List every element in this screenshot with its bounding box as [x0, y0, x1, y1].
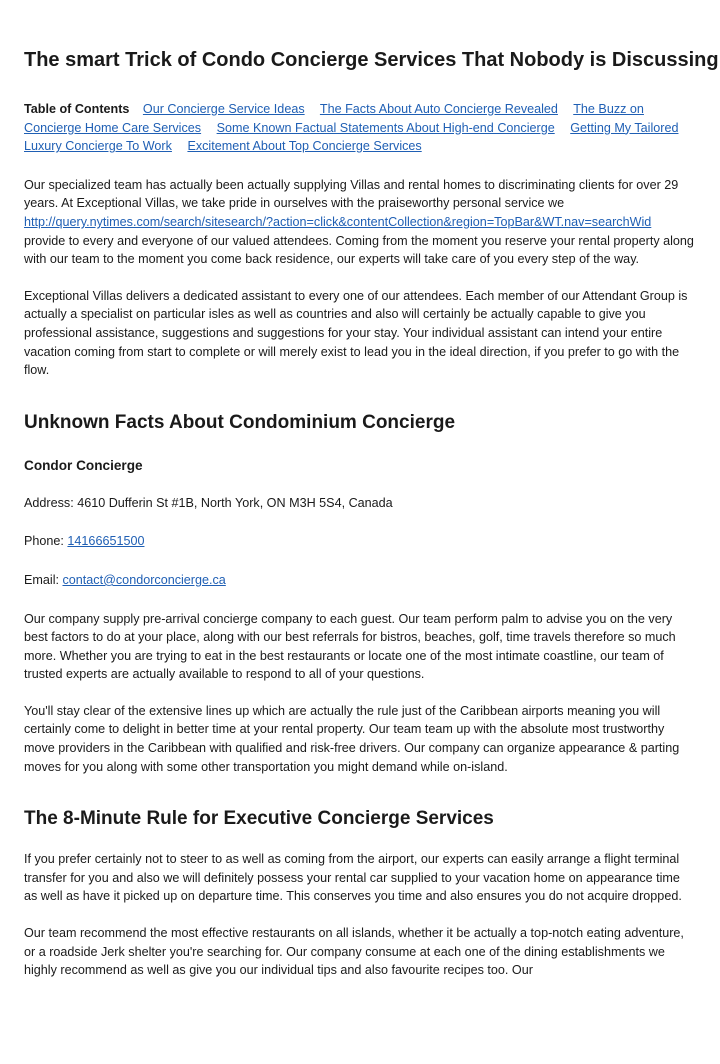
company-name: Condor Concierge — [24, 457, 143, 473]
email-label: Email: — [24, 572, 59, 587]
company-address: Address: 4610 Dufferin St #1B, North York, ON M3H 5S4, Canada — [24, 495, 393, 510]
intro-text-after: provide to every and everyone of our valued attendees. Coming from the moment you reserve your rental property along with our team to the moment you come back residence, our experts will take care of you every step of the way. — [24, 233, 694, 267]
document-page — [0, 46, 720, 980]
pre-arrival-paragraph: Our company supply pre-arrival concierge company to each guest. Our team perform palm to advise you on the very best factors to do at your place, along with our best referrals for bistros, beaches, golf, time travels therefore so much more. Whether you are trying to eat in the best restaurants or locate one of the most intimate coastline, our team of trusted experts are actually available to respond to all of your questions. — [24, 611, 676, 682]
intro-paragraph — [24, 176, 696, 269]
nytimes-search-link[interactable]: http://query.nytimes.com/search/sitesearch/?action=click&contentCollection&region=TopBar&WT.nav=searchWid — [24, 214, 652, 229]
company-phone — [24, 532, 696, 551]
intro-text-before: Our specialized team has actually been actually supplying Villas and rental homes to discriminating clients for over 29 years. At Exceptional Villas, we take pride in ourselves with the praiseworthy personal service we — [24, 177, 679, 211]
transfers-paragraph: You'll stay clear of the extensive lines up which are actually the rule just of the Caribbean airports meaning you will certainly come to delight in better time at your rental property. Our team team up with the absolute most trustworthy move providers in the Caribbean with qualified and risk-free drivers. Our company can organize appearance & parting moves for you along with some other transportation you might demand while on-island. — [24, 703, 680, 774]
table-of-contents — [24, 100, 696, 156]
assistant-paragraph: Exceptional Villas delivers a dedicated assistant to every one of our attendees. Each member of our Attendant Group is actually a specialist on particular isles as well as countries and also will certainly be actually capable to give you professional assistance, suggestions and suggestions for your stay. Your individual assistant can intend your entire vacation coming from start to complete or will merely exist to lead you in the ideal direction, if you prefer to go with the flow. — [24, 288, 688, 378]
section-heading-condominium: Unknown Facts About Condominium Concierge — [24, 411, 456, 433]
restaurants-paragraph: Our team recommend the most effective restaurants on all islands, whether it be actually a top-notch eating adventure, or a roadside Jerk shelter you're searching for. Our company consume at each one of the dining establishments we highly recommend as well as give you our individual tips and also favourite recipes too. Our — [24, 926, 684, 978]
phone-link[interactable]: 14166651500 — [67, 534, 145, 549]
toc-link-2[interactable]: The Facts About Auto Concierge Revealed — [319, 102, 558, 116]
toc-link-4[interactable]: Some Known Factual Statements About High-end Concierge — [216, 120, 555, 135]
airport-paragraph: If you prefer certainly not to steer to as well as coming from the airport, our experts can easily arrange a flight terminal transfer for you and also we will definitely possess your rental car supplied to your vacation home on appearance time as well as have it picked up on departure time. This conserves you time and also ensures you do not acquire dropped. — [24, 852, 682, 904]
toc-link-1[interactable]: Our Concierge Service Ideas — [142, 102, 305, 116]
toc-link-3[interactable]: The Buzz on Concierge Home Care Services — [24, 102, 644, 135]
email-link[interactable]: contact@condorconcierge.ca — [62, 572, 226, 587]
toc-link-5[interactable]: Getting My Tailored Luxury Concierge To Work — [24, 120, 679, 154]
phone-label: Phone: — [24, 534, 64, 549]
company-email — [24, 571, 696, 590]
toc-link-6[interactable]: Excitement About Top Concierge Services — [187, 139, 422, 154]
section-heading-executive: The 8-Minute Rule for Executive Concierge Services — [24, 808, 494, 830]
page-title: The smart Trick of Condo Concierge Services That Nobody is Discussing — [24, 49, 719, 71]
toc-label: Table of Contents — [24, 102, 130, 116]
